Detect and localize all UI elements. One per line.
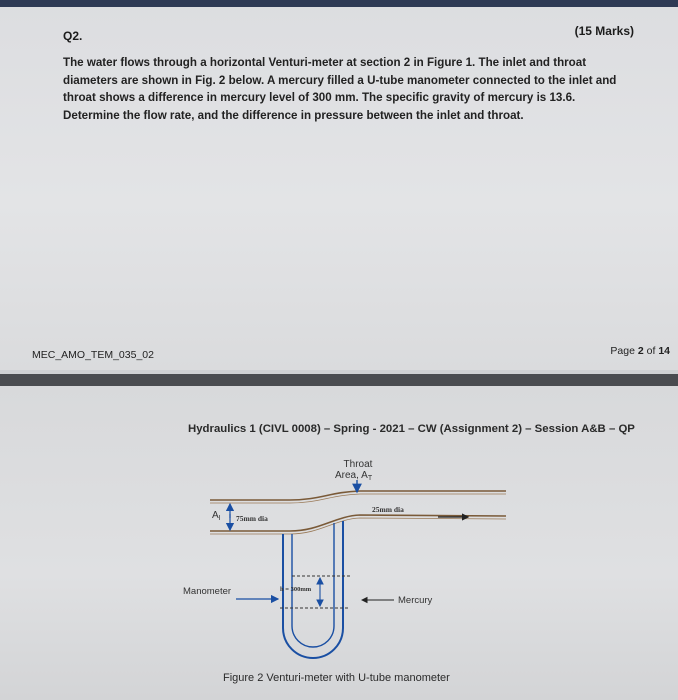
page-divider [0, 374, 678, 386]
inlet-area-label: $A_I$ [212, 510, 221, 522]
document-code: MEC_AMO_TEM_035_02 [32, 349, 154, 361]
mercury-label: Mercury [398, 595, 433, 606]
page-total: 14 [658, 345, 670, 357]
manometer-label: Manometer [183, 586, 232, 597]
page-current: 2 [637, 345, 644, 357]
venturi-meter-diagram [170, 458, 520, 673]
question-text: The water flows through a horizontal Venturi-meter at section 2 in Figure 1. The inlet and throat diameters are shown in Fig. 2 below. A mercury filled a U-tube manometer connected to the inlet and throat shows a difference in mercury level of 300 mm. The specific gravity of mercury is 13.6. Determine the flow rate, and the difference in pressure between the inlet and throat. [63, 56, 617, 122]
figure-caption: Figure 2 Venturi-meter with U-tube manometer [223, 672, 450, 684]
question-marks: (15 Marks) [574, 24, 634, 38]
question-number: Q2. [63, 29, 83, 43]
inlet-diameter-label: 75mm dia [236, 514, 268, 523]
top-band [0, 0, 678, 7]
u-tube-manometer-inner [292, 523, 334, 647]
figure-page [0, 386, 678, 700]
page-prefix: Page [610, 345, 638, 357]
throat-label-line1: Throat [343, 459, 373, 470]
throat-label-line2: Area, $A_T$ [335, 470, 373, 482]
throat-diameter-label: 25mm dia [372, 505, 404, 514]
page-of: of [643, 345, 659, 357]
course-header: Hydraulics 1 (CIVL 0008) – Spring - 2021 – CW (Assignment 2) – Session A&B – QP [188, 423, 635, 435]
pipe-upper-wall [210, 491, 506, 500]
level-difference-label: h = 300mm [280, 586, 312, 593]
pipe-upper-wall-inner [210, 494, 506, 503]
page-number [610, 345, 670, 357]
